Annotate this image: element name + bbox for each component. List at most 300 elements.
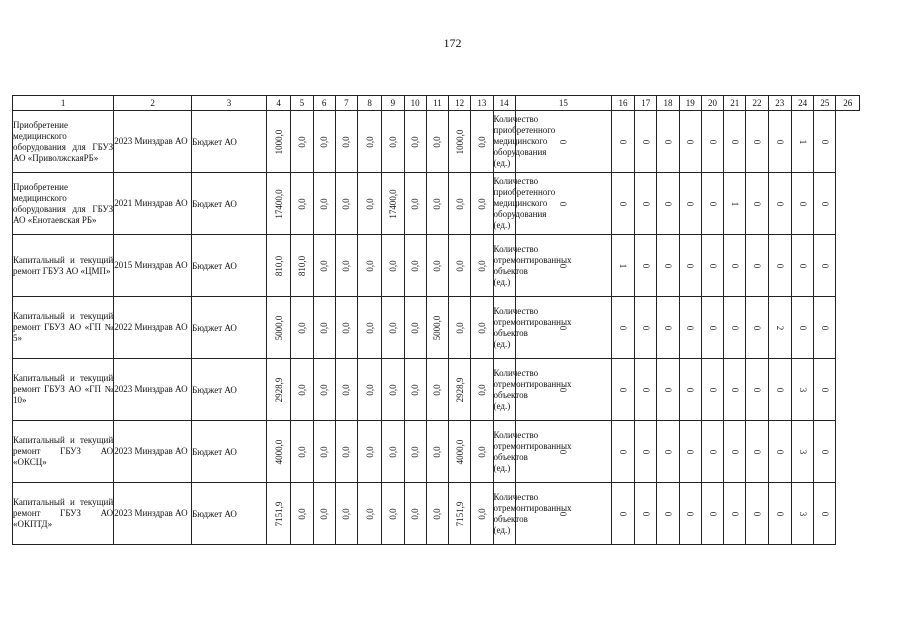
amount-value: 810,0 [273,255,284,276]
amount-cell [358,297,382,359]
amount-value: 0,0 [341,197,352,210]
amount-value: 0,0 [364,445,375,458]
count-value: 0 [640,325,651,330]
count-value: 0 [663,263,674,268]
count-cell [701,173,723,235]
count-value: 1 [797,139,808,144]
table-row [13,297,860,359]
count-value: 0 [774,449,785,454]
amount-cell [426,359,448,421]
amount-value: 0,0 [364,197,375,210]
count-value: 0 [752,511,763,516]
count-cell [635,359,657,421]
amount-value: 0,0 [476,135,487,148]
count-value: 3 [797,511,808,516]
table-header [13,96,860,111]
count-value: 0 [752,387,763,392]
amount-value: 5000,0 [273,315,284,340]
amount-value: 0,0 [296,321,307,334]
indicator-cell: Количество отремонтированных объектов (ед.) [493,297,515,359]
count-value: 0 [707,449,718,454]
amount-cell [358,173,382,235]
amount-value: 0,0 [454,197,465,210]
count-cell [746,421,768,483]
amount-cell [382,297,404,359]
amount-value: 0,0 [387,507,398,520]
count-value: 0 [752,449,763,454]
count-value: 0 [618,449,629,454]
count-cell [724,359,746,421]
count-cell [814,483,836,545]
amount-value: 0,0 [341,383,352,396]
amount-cell [291,173,313,235]
measure-name-cell: Капитальный и текущий ремонт ГБУЗ АО «ОКПТД» [13,483,114,545]
column-header: 23 [768,96,791,111]
amount-cell [313,297,335,359]
column-header: 16 [611,96,634,111]
amount-value: 0,0 [319,507,330,520]
count-value: 1 [618,263,629,268]
amount-value: 0,0 [296,445,307,458]
column-header: 15 [515,96,611,111]
column-header: 4 [266,96,290,111]
amount-value: 4000,0 [273,439,284,464]
count-cell [746,111,768,173]
count-value: 0 [663,449,674,454]
count-value: 0 [729,325,740,330]
amount-cell [358,235,382,297]
count-cell [814,421,836,483]
amount-cell [471,483,493,545]
header-row [13,96,860,111]
count-cell [791,421,813,483]
amount-cell [471,111,493,173]
funding-source-cell: Бюджет АО [192,483,267,545]
count-value: 0 [685,325,696,330]
count-cell [768,483,791,545]
count-value: 0 [558,511,569,516]
table-row [13,421,860,483]
count-cell [635,483,657,545]
count-cell [679,173,701,235]
amount-cell [404,235,426,297]
count-cell [657,111,679,173]
column-header: 2 [114,96,192,111]
amount-cell [449,421,471,483]
count-cell [791,483,813,545]
amount-value: 0,0 [319,135,330,148]
count-value: 0 [707,201,718,206]
measure-name-cell: Капитальный и текущий ремонт ГБУЗ АО «ГП № 5» [13,297,114,359]
amount-value: 810,0 [296,255,307,276]
count-cell [768,297,791,359]
amount-cell [449,483,471,545]
count-value: 0 [752,139,763,144]
amount-value: 0,0 [454,259,465,272]
funding-source-cell: Бюджет АО [192,359,267,421]
count-value: 0 [819,263,830,268]
amount-value: 0,0 [341,259,352,272]
count-value: 0 [774,387,785,392]
indicator-cell: Количество отремонтированных объектов (ед.) [493,359,515,421]
amount-value: 7151,9 [273,501,284,526]
funding-source-cell: Бюджет АО [192,421,267,483]
amount-cell [335,297,357,359]
amount-cell [382,421,404,483]
column-header: 5 [291,96,313,111]
amount-cell [449,297,471,359]
amount-value: 0,0 [432,445,443,458]
count-cell [746,173,768,235]
count-cell [611,359,634,421]
count-cell [611,173,634,235]
table-row [13,483,860,545]
count-cell [611,297,634,359]
amount-value: 0,0 [476,445,487,458]
count-cell [657,297,679,359]
amount-cell [266,111,290,173]
table-row [13,111,860,173]
count-value: 0 [819,449,830,454]
count-cell [515,111,611,173]
count-cell [635,421,657,483]
count-value: 0 [618,387,629,392]
count-cell [768,235,791,297]
amount-value: 0,0 [296,507,307,520]
count-value: 0 [558,139,569,144]
count-cell [701,235,723,297]
year-executor-cell: 2022 Минздрав АО [114,297,192,359]
count-value: 0 [729,263,740,268]
count-value: 0 [663,325,674,330]
count-value: 0 [640,511,651,516]
amount-value: 0,0 [410,321,421,334]
amount-value: 0,0 [432,507,443,520]
count-value: 0 [819,511,830,516]
column-header: 19 [679,96,701,111]
amount-value: 0,0 [319,197,330,210]
count-value: 0 [819,325,830,330]
count-cell [701,359,723,421]
count-cell [635,235,657,297]
count-cell [635,173,657,235]
amount-cell [313,483,335,545]
count-cell [768,359,791,421]
count-value: 0 [819,201,830,206]
column-header: 6 [313,96,335,111]
count-cell [657,421,679,483]
amount-cell [335,421,357,483]
column-header: 26 [836,96,860,111]
table-row [13,173,860,235]
amount-cell [266,359,290,421]
amount-cell [426,111,448,173]
count-cell [814,359,836,421]
column-header: 25 [814,96,836,111]
amount-cell [266,483,290,545]
measure-name-cell: Капитальный и текущий ремонт ГБУЗ АО «ОКСЦ» [13,421,114,483]
year-executor-cell: 2015 Минздрав АО [114,235,192,297]
amount-value: 0,0 [387,383,398,396]
amount-value: 0,0 [387,135,398,148]
amount-value: 1000,0 [454,129,465,154]
amount-value: 1000,0 [273,129,284,154]
amount-cell [382,111,404,173]
count-cell [515,297,611,359]
amount-cell [449,173,471,235]
amount-value: 17400,0 [387,188,398,219]
count-value: 0 [729,387,740,392]
amount-value: 0,0 [454,321,465,334]
amount-value: 0,0 [364,135,375,148]
column-header: 1 [13,96,114,111]
count-cell [611,483,634,545]
funding-source-cell: Бюджет АО [192,173,267,235]
amount-value: 0,0 [387,259,398,272]
amount-cell [291,359,313,421]
column-header: 13 [471,96,493,111]
amount-cell [358,359,382,421]
amount-cell [404,297,426,359]
count-value: 0 [640,263,651,268]
count-cell [768,421,791,483]
count-value: 0 [707,263,718,268]
amount-value: 0,0 [296,197,307,210]
amount-cell [266,421,290,483]
amount-cell [291,421,313,483]
amount-value: 0,0 [410,383,421,396]
indicator-cell: Количество отремонтированных объектов (ед.) [493,421,515,483]
count-cell [768,173,791,235]
amount-cell [471,235,493,297]
count-value: 0 [558,201,569,206]
amount-cell [382,359,404,421]
amount-cell [404,483,426,545]
indicator-cell: Количество отремонтированных объектов (ед.) [493,235,515,297]
count-value: 0 [774,139,785,144]
count-value: 0 [685,263,696,268]
count-cell [515,235,611,297]
table-row [13,359,860,421]
amount-value: 0,0 [296,383,307,396]
count-value: 0 [707,387,718,392]
count-cell [814,297,836,359]
amount-value: 0,0 [432,383,443,396]
measure-name-cell: Капитальный и текущий ремонт ГБУЗ АО «ГП № 10» [13,359,114,421]
year-executor-cell: 2023 Минздрав АО [114,483,192,545]
amount-value: 0,0 [476,321,487,334]
indicator-cell: Количество приобретенного медицинского оборудования (ед.) [493,173,515,235]
amount-value: 5000,0 [432,315,443,340]
amount-cell [404,421,426,483]
count-cell [791,297,813,359]
amount-cell [358,483,382,545]
amount-cell [291,483,313,545]
amount-value: 0,0 [476,383,487,396]
amount-cell [426,173,448,235]
amount-value: 0,0 [410,259,421,272]
indicator-cell: Количество отремонтированных объектов (ед.) [493,483,515,545]
amount-value: 0,0 [476,259,487,272]
count-value: 0 [663,139,674,144]
count-cell [701,483,723,545]
amount-cell [313,359,335,421]
count-value: 0 [774,263,785,268]
column-header: 7 [335,96,357,111]
funding-source-cell: Бюджет АО [192,235,267,297]
count-cell [746,483,768,545]
count-value: 0 [558,325,569,330]
count-cell [746,359,768,421]
amount-value: 0,0 [364,259,375,272]
count-value: 0 [729,511,740,516]
amount-cell [449,359,471,421]
amount-value: 0,0 [319,321,330,334]
count-value: 0 [663,201,674,206]
count-cell [791,235,813,297]
amount-value: 0,0 [432,135,443,148]
amount-cell [426,483,448,545]
count-cell [701,421,723,483]
count-cell [611,111,634,173]
amount-value: 0,0 [341,321,352,334]
amount-value: 0,0 [364,383,375,396]
year-executor-cell: 2021 Минздрав АО [114,173,192,235]
column-header: 24 [791,96,813,111]
amount-value: 0,0 [476,507,487,520]
count-value: 0 [774,511,785,516]
amount-cell [471,297,493,359]
count-cell [814,235,836,297]
table-row [13,235,860,297]
amount-cell [313,111,335,173]
count-cell [657,483,679,545]
program-table [12,95,860,545]
amount-cell [313,235,335,297]
amount-cell [291,111,313,173]
amount-value: 0,0 [364,507,375,520]
amount-value: 0,0 [476,197,487,210]
count-value: 0 [729,449,740,454]
amount-value: 0,0 [319,383,330,396]
amount-cell [291,297,313,359]
count-cell [701,297,723,359]
count-cell [515,173,611,235]
amount-cell [382,235,404,297]
count-value: 0 [707,511,718,516]
amount-cell [335,359,357,421]
column-header: 22 [746,96,768,111]
count-cell [611,421,634,483]
count-cell [515,421,611,483]
amount-value: 0,0 [296,135,307,148]
count-value: 0 [752,325,763,330]
count-value: 0 [819,387,830,392]
amount-cell [426,235,448,297]
count-cell [657,359,679,421]
count-value: 0 [618,139,629,144]
column-header: 14 [493,96,515,111]
measure-name-cell: Капитальный и текущий ремонт ГБУЗ АО «ЦМП» [13,235,114,297]
amount-cell [266,173,290,235]
count-value: 0 [663,387,674,392]
column-header: 12 [449,96,471,111]
count-value: 0 [797,263,808,268]
amount-value: 0,0 [432,197,443,210]
count-cell [611,235,634,297]
year-executor-cell: 2023 Минздрав АО [114,359,192,421]
indicator-cell: Количество приобретенного медицинского оборудования (ед.) [493,111,515,173]
amount-cell [335,173,357,235]
amount-value: 0,0 [341,507,352,520]
amount-cell [358,421,382,483]
count-cell [701,111,723,173]
amount-value: 0,0 [341,135,352,148]
column-header: 17 [635,96,657,111]
count-value: 0 [752,201,763,206]
funding-source-cell: Бюджет АО [192,297,267,359]
count-cell [746,297,768,359]
amount-value: 0,0 [341,445,352,458]
column-header: 18 [657,96,679,111]
count-value: 3 [797,449,808,454]
amount-cell [266,297,290,359]
amount-cell [404,359,426,421]
count-cell [724,111,746,173]
column-header: 9 [382,96,404,111]
amount-cell [335,483,357,545]
column-header: 3 [192,96,267,111]
year-executor-cell: 2023 Минздрав АО [114,111,192,173]
amount-cell [471,173,493,235]
amount-cell [358,111,382,173]
amount-value: 0,0 [410,197,421,210]
amount-value: 0,0 [319,445,330,458]
column-header: 21 [724,96,746,111]
amount-value: 2928,9 [454,377,465,402]
column-header: 10 [404,96,426,111]
count-value: 0 [685,201,696,206]
count-cell [768,111,791,173]
count-cell [791,359,813,421]
count-cell [515,359,611,421]
amount-cell [382,173,404,235]
count-value: 0 [558,263,569,268]
amount-value: 0,0 [410,445,421,458]
amount-value: 0,0 [387,445,398,458]
count-cell [679,483,701,545]
count-cell [635,297,657,359]
count-value: 0 [663,511,674,516]
amount-value: 0,0 [410,507,421,520]
count-cell [657,173,679,235]
measure-name-cell: Приобретение медицинского оборудования для ГБУЗ АО «Енотаевская РБ» [13,173,114,235]
amount-cell [471,359,493,421]
amount-cell [471,421,493,483]
amount-cell [404,173,426,235]
amount-value: 0,0 [364,321,375,334]
count-cell [679,359,701,421]
amount-value: 0,0 [387,321,398,334]
count-value: 0 [618,511,629,516]
count-value: 0 [707,139,718,144]
amount-cell [313,421,335,483]
amount-cell [426,421,448,483]
count-cell [724,173,746,235]
count-cell [724,297,746,359]
count-value: 0 [640,201,651,206]
amount-cell [335,111,357,173]
